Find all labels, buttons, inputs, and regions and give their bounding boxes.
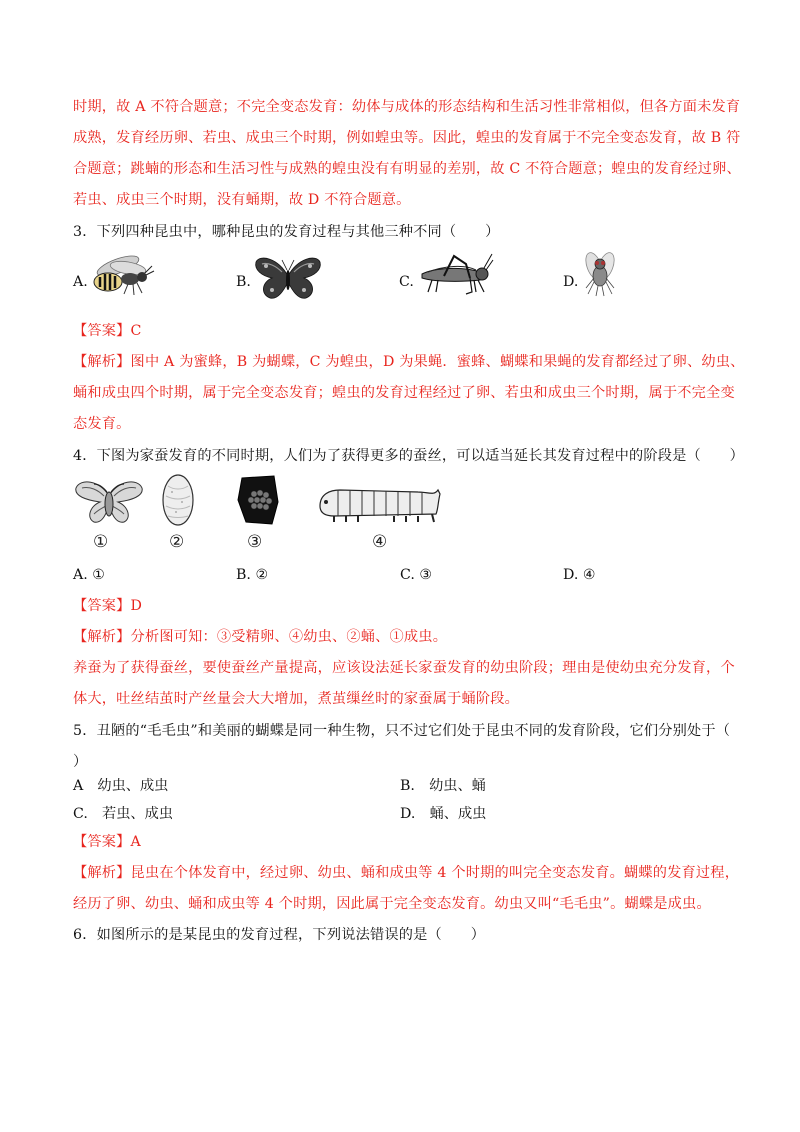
q3-answer: 【答案】C <box>73 323 142 339</box>
q3-option-d-label: D. <box>563 274 579 290</box>
q4-option-a: A. ① <box>73 567 105 583</box>
prev-explanation-line-2: 成熟，发育经历卵、若虫、成虫三个时期，例如蝗虫等。因此，蝗虫的发育属于不完全变态发育，故 B 符 <box>73 130 741 146</box>
prev-explanation-line-4: 若虫、成虫三个时期，没有蛹期，故 D 不符合题意。 <box>73 192 411 208</box>
q3-option-b-label: B. <box>236 274 251 290</box>
q5-option-d: D. 蛹、成虫 <box>400 806 487 822</box>
q3-option-a-label: A. <box>73 274 88 290</box>
q4-label-2: ② <box>169 532 185 552</box>
q5-option-b: B. 幼虫、蛹 <box>400 778 486 794</box>
silk-eggs-image <box>236 472 280 526</box>
q4-explanation-line-2: 养蚕为了获得蚕丝，要使蚕丝产量提高，应该设法延长家蚕发育的幼虫阶段；理由是使幼虫充分发育，个 <box>73 660 735 676</box>
q4-explanation-line-3: 体大，吐丝结茧时产丝量会大大增加，煮茧缫丝时的家蚕属于蛹阶段。 <box>73 691 520 707</box>
fruit-fly-image <box>580 246 620 300</box>
prev-explanation-line-3: 合题意；跳蝻的形态和生活习性与成熟的蝗虫没有有明显的差别，故 C 不符合题意；蝗虫的发育经过卵、 <box>73 161 741 177</box>
q4-option-b: B. ② <box>236 567 269 583</box>
q4-label-3: ③ <box>247 532 263 552</box>
q4-explanation-line-1: 【解析】分析图可知：③受精卵、④幼虫、②蛹、①成虫。 <box>73 629 448 645</box>
grasshopper-image <box>414 250 494 296</box>
prev-explanation-line-1: 时期，故 A 不符合题意；不完全变态发育：幼体与成体的形态结构和生活习性非常相似，但各方面未发育 <box>73 99 741 115</box>
q3-stem: 3．下列四种昆虫中，哪种昆虫的发育过程与其他三种不同（ ） <box>73 224 500 240</box>
q5-option-a: A 幼虫、成虫 <box>73 778 169 794</box>
q5-stem-line-1: 5．丑陋的“毛毛虫”和美丽的蝴蝶是同一种生物，只不过它们处于昆虫不同的发育阶段，它们分别处于（ <box>73 723 731 739</box>
q3-explanation-line-1: 【解析】图中 A 为蜜蜂，B 为蝴蝶，C 为蝗虫，D 为果蝇．蜜蜂、蝴蝶和果蝇的发育都经过了卵、幼虫、 <box>73 354 745 370</box>
silkworm-larva-image <box>314 480 444 524</box>
q5-option-c: C. 若虫、成虫 <box>73 806 173 822</box>
q4-answer: 【答案】D <box>73 598 143 614</box>
q5-answer: 【答案】A <box>73 834 141 850</box>
q3-option-c-label: C. <box>399 274 414 290</box>
q5-explanation-line-2: 经历了卵、幼虫、蛹和成虫等 4 个时期，因此属于完全变态发育。幼虫又叫“毛毛虫”。蝴蝶是成虫。 <box>73 896 711 912</box>
q5-stem-line-2: ） <box>73 754 88 770</box>
silk-moth-image <box>72 474 146 528</box>
q4-label-4: ④ <box>372 532 388 552</box>
bee-image <box>88 252 156 300</box>
butterfly-image <box>252 252 324 302</box>
q3-explanation-line-3: 态发育。 <box>73 416 131 432</box>
q4-option-c: C. ③ <box>400 567 433 583</box>
q5-explanation-line-1: 【解析】昆虫在个体发育中，经过卵、幼虫、蛹和成虫等 4 个时期的叫完全变态发育。蝴蝶的发育过程， <box>73 865 740 881</box>
silk-cocoon-image <box>160 472 196 528</box>
q3-explanation-line-2: 蛹和成虫四个时期，属于完全变态发育；蝗虫的发育过程经过了卵、若虫和成虫三个时期，属于不完全变 <box>73 385 735 401</box>
q4-label-1: ① <box>93 532 109 552</box>
q4-stem: 4．下图为家蚕发育的不同时期，人们为了获得更多的蚕丝，可以适当延长其发育过程中的阶段是（ ） <box>73 448 745 464</box>
q6-stem: 6．如图所示的是某昆虫的发育过程，下列说法错误的是（ ） <box>73 927 486 943</box>
q4-option-d: D. ④ <box>563 567 596 583</box>
